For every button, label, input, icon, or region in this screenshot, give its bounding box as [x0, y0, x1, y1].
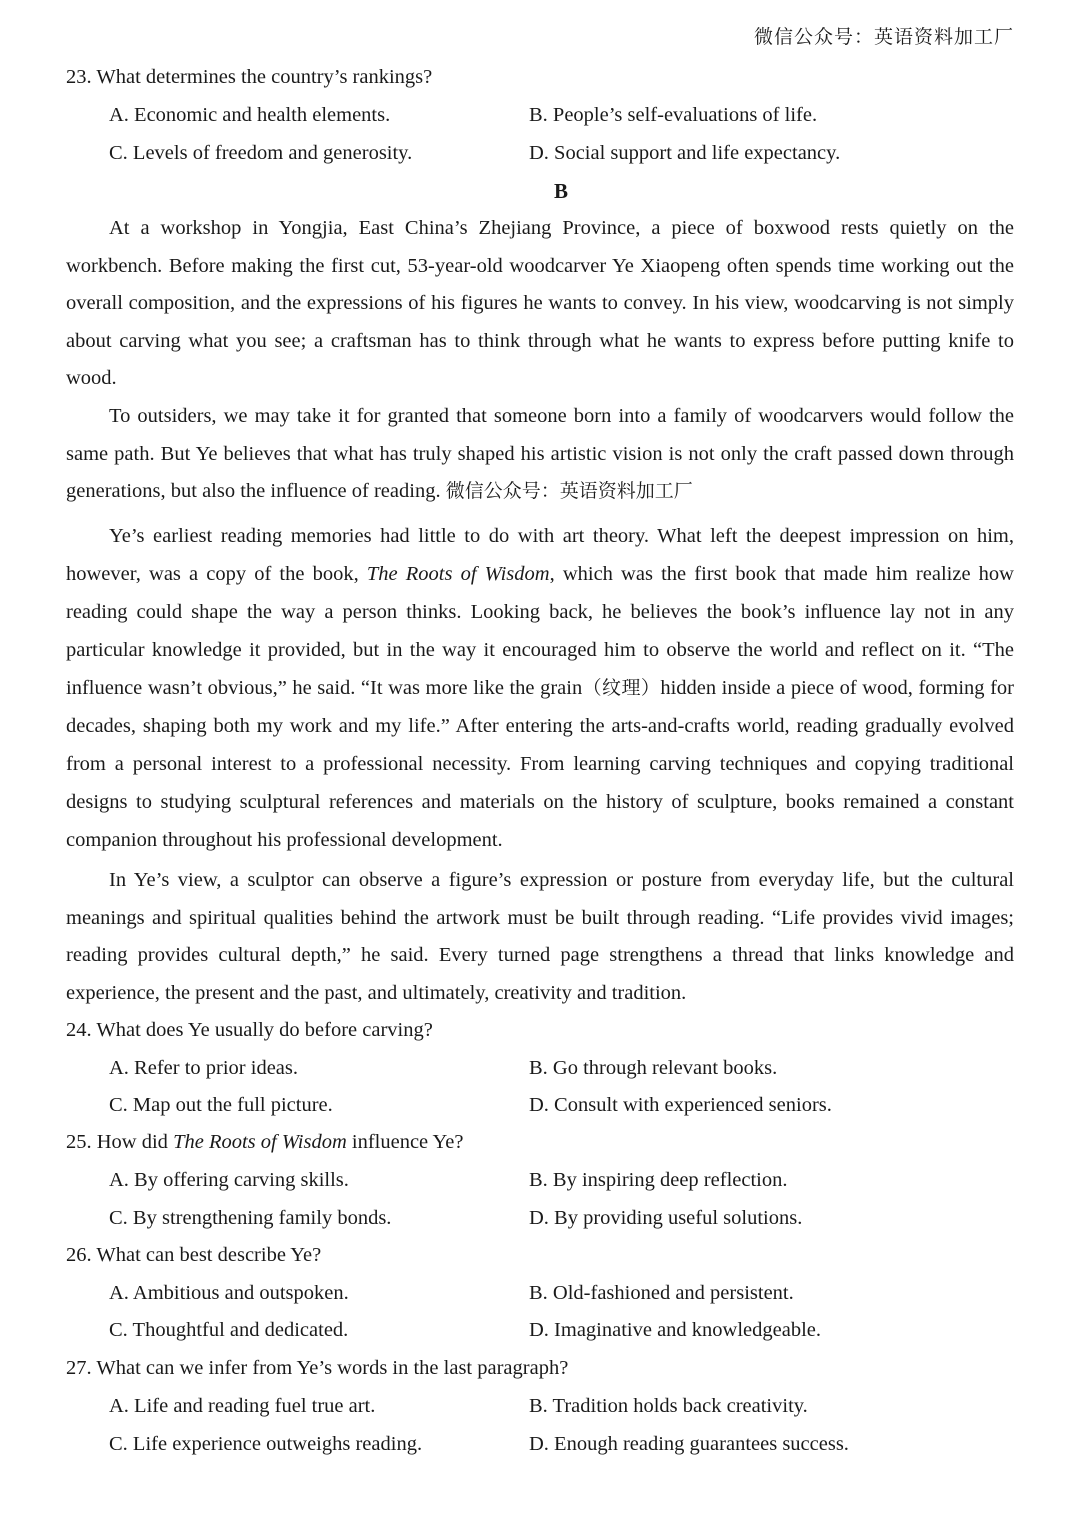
question-25-option-d: D. By providing useful solutions.	[529, 1207, 803, 1229]
chinese-gloss: （纹理）	[582, 677, 661, 699]
question-25-stem-b: influence Ye?	[346, 1131, 464, 1153]
header-watermark: 微信公众号：英语资料加工厂	[753, 26, 1014, 48]
passage-paragraph-3	[66, 517, 1014, 859]
paragraph-3-part-b: , which was the first book that made him realize how reading could shape the way a person thinks. Looking back, he believes the book’s influence lay not in any particular knowledge it provided, but in the way it encouraged him to observe the world and reflect on it. “The influence wasn’t obvious,” he said. “It was more like the grain	[66, 563, 1014, 699]
question-27-option-a: A. Life and reading fuel true art.	[109, 1395, 376, 1417]
passage-paragraph-4: In Ye’s view, a sculptor can observe a figure’s expression or posture from everyday life, but the cultural meanings and spiritual qualities behind the artwork must be built through reading. “Life provides vivid images; reading provides cultural depth,” he said. Every turned page strengthens a thread that links knowledge and experience, the present and the past, and ultimately, creativity and tradition.	[66, 869, 1014, 1004]
passage-paragraph-2	[66, 398, 1014, 511]
question-23-option-d: D. Social support and life expectancy.	[529, 142, 841, 164]
paragraph-3-part-c: hidden inside a piece of wood, forming for decades, shaping both my work and my life.” After entering the arts-and-crafts world, reading gradually evolved from a personal interest to a professional necessity. From learning carving techniques and copying traditional designs to studying sculptural references and materials on the history of sculpture, books remained a constant companion throughout his professional development.	[66, 677, 1014, 851]
question-24-option-a: A. Refer to prior ideas.	[109, 1057, 298, 1079]
question-25-stem	[66, 1131, 463, 1154]
question-23-option-a: A. Economic and health elements.	[109, 104, 391, 126]
question-25-option-c: C. By strengthening family bonds.	[109, 1207, 392, 1229]
question-27-option-b: B. Tradition holds back creativity.	[529, 1395, 808, 1417]
question-24-option-d: D. Consult with experienced seniors.	[529, 1094, 832, 1116]
question-25-option-a: A. By offering carving skills.	[109, 1169, 349, 1191]
question-26-option-c: C. Thoughtful and dedicated.	[109, 1319, 349, 1341]
question-27-option-c: C. Life experience outweighs reading.	[109, 1433, 423, 1455]
paragraph-2-text: To outsiders, we may take it for granted that someone born into a family of woodcarvers would follow the same path. But Ye believes that what has truly shaped his artistic vision is not only the craft passed down through generations, but also the influence of reading.	[66, 405, 1014, 502]
question-24-option-b: B. Go through relevant books.	[529, 1057, 778, 1079]
inline-watermark: 微信公众号：英语资料加工厂	[445, 480, 693, 502]
book-title: The Roots of Wisdom	[366, 563, 550, 585]
question-26-option-a: A. Ambitious and outspoken.	[109, 1282, 349, 1304]
section-title: B	[553, 179, 568, 203]
question-25-option-b: B. By inspiring deep reflection.	[529, 1169, 788, 1191]
question-24-stem: 24. What does Ye usually do before carving?	[66, 1019, 433, 1041]
question-25-book-title: The Roots of Wisdom	[173, 1131, 347, 1153]
question-25-stem-a: 25. How did	[66, 1131, 174, 1153]
passage-paragraph-1: At a workshop in Yongjia, East China’s Zhejiang Province, a piece of boxwood rests quietly on the workbench. Before making the first cut, 53-year-old woodcarver Ye Xiaopeng often spends time working out the overall composition, and the expressions of his figures he wants to convey. In his view, woodcarving is not simply about carving what you see; a craftsman has to think through what he wants to express before putting knife to wood.	[66, 217, 1014, 389]
question-24-option-c: C. Map out the full picture.	[109, 1094, 333, 1116]
question-23-stem: 23. What determines the country’s rankings?	[66, 66, 433, 88]
question-27-option-d: D. Enough reading guarantees success.	[529, 1433, 849, 1455]
question-26-stem: 26. What can best describe Ye?	[66, 1244, 322, 1266]
question-23-option-b: B. People’s self-evaluations of life.	[529, 104, 818, 126]
paragraph-3-part-a: Ye’s earliest reading memories had little to do with art theory. What left the deepest impression on him, however, was a copy of the book,	[66, 525, 1014, 585]
question-23-option-c: C. Levels of freedom and generosity.	[109, 142, 413, 164]
question-27-stem: 27. What can we infer from Ye’s words in the last paragraph?	[66, 1357, 569, 1379]
question-26-option-b: B. Old-fashioned and persistent.	[529, 1282, 794, 1304]
question-26-option-d: D. Imaginative and knowledgeable.	[529, 1319, 822, 1341]
